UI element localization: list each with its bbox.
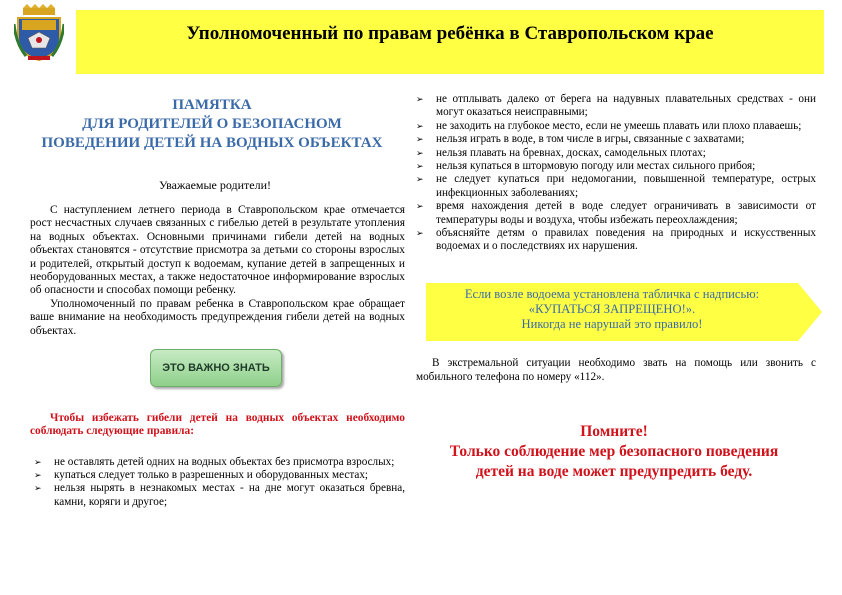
bullet-arrow-icon: ➢ (416, 174, 424, 185)
list-item-text: время нахождения детей в воде следует ограничивать в зависимости от температуры воды и воздуха, чтобы избежать переохлаждения; (436, 200, 816, 226)
list-item (416, 173, 816, 200)
remember-line: Только соблюдение мер безопасного поведения (449, 443, 779, 460)
remember-line: Помните! (580, 423, 648, 440)
list-item-text: нельзя плавать на бревнах, досках, самодельных плотах; (436, 146, 706, 159)
bullet-arrow-icon: ➢ (416, 228, 424, 239)
bullet-arrow-icon: ➢ (416, 161, 424, 172)
bullet-arrow-icon: ➢ (416, 201, 424, 212)
list-item-text: не следует купаться при недомогании, повышенной температуре, острых инфекционных заболеваниях; (436, 173, 816, 199)
intro-paragraph: Уполномоченный по правам ребенка в Ставропольском крае обращает ваше внимание на необходимость предупреждения гибели детей на водных объектах. (30, 297, 405, 337)
bullet-arrow-icon: ➢ (34, 483, 42, 494)
intro-paragraph: С наступлением летнего периода в Ставропольском крае отмечается рост несчастных случаев связанных с гибелью детей в результате утопления на водных объектах. Основными причинами гибели детей на водных объектах становятся - отсутствие присмотра за детьми со стороны взрослых и родителей, открытый доступ к водоемам, купание детей в запрещенных и необорудованных местах, а также недостаточное информирование взрослых об опасности и способах помощи ребенку. (30, 204, 405, 297)
stavropol-coat-of-arms-icon (14, 4, 64, 62)
list-item (416, 160, 816, 173)
important-to-know-button[interactable]: ЭТО ВАЖНО ЗНАТЬ (150, 349, 282, 387)
list-item-text: нельзя купаться в штормовую погоду или местах сильного прибоя; (436, 160, 756, 173)
list-item (34, 482, 405, 508)
list-item-text: не заходить на глубокое место, если не умеешь плавать или плохо плаваешь; (436, 119, 802, 132)
list-item (34, 469, 405, 482)
header-banner (76, 10, 824, 74)
memo-title (22, 96, 402, 153)
list-item (416, 120, 816, 133)
list-item-text: нельзя играть в воде, в том числе в игры, связанные с захватами; (436, 133, 745, 146)
salutation: Уважаемые родители! (158, 178, 272, 192)
list-item-text: объясняйте детям о правилах поведения на природных и искусственных водоемах и о последствиях их нарушения. (436, 227, 816, 253)
header-title: Уполномоченный по правам ребёнка в Ставропольском крае (186, 23, 714, 44)
list-item (34, 456, 405, 469)
list-item (416, 147, 816, 160)
list-item (416, 133, 816, 146)
list-item-text: нельзя нырять в незнакомых местах - на дне могут оказаться бревна, камни, коряги и другое; (54, 482, 405, 508)
rules-heading: Чтобы избежать гибели детей на водных объектах необходимо соблюдать следующие правила: (30, 412, 405, 438)
remember-block (414, 422, 814, 482)
banner-line: «КУПАТЬСЯ ЗАПРЕЩЕНО!». (528, 302, 696, 316)
memo-title-line: ДЛЯ РОДИТЕЛЕЙ О БЕЗОПАСНОМ (82, 116, 342, 132)
list-item-text: не оставлять детей одних на водных объектах без присмотра взрослых; (54, 456, 395, 468)
remember-line: детей на воде может предупредить беду. (475, 463, 753, 480)
bullet-arrow-icon: ➢ (416, 147, 424, 158)
banner-line: Если возле водоема установлена табличка с надписью: (464, 287, 760, 301)
bullet-arrow-icon: ➢ (34, 457, 42, 467)
list-item (416, 227, 816, 254)
list-item-text: не отплывать далеко от берега на надувных плавательных средствах - они могут оказаться неисправными; (436, 93, 816, 119)
bullet-arrow-icon: ➢ (34, 470, 42, 481)
emergency-note: В экстремальной ситуации необходимо звать на помощь или звонить с мобильного телефона по номеру «112». (416, 357, 816, 383)
swimming-prohibited-banner (426, 283, 826, 341)
bullet-arrow-icon: ➢ (416, 134, 424, 145)
banner-text (426, 287, 798, 332)
intro-text (30, 204, 405, 338)
memo-title-line: ПАМЯТКА (172, 97, 252, 113)
memo-title-line: ПОВЕДЕНИИ ДЕТЕЙ НА ВОДНЫХ ОБЪЕКТАХ (41, 135, 383, 151)
bullet-arrow-icon: ➢ (416, 120, 424, 131)
bullet-arrow-icon: ➢ (416, 94, 424, 104)
banner-line: Никогда не нарушай это правило! (521, 317, 703, 331)
list-item (416, 200, 816, 227)
rules-list-right (416, 93, 816, 254)
list-item-text: купаться следует только в разрешенных и оборудованных местах; (54, 469, 369, 482)
list-item (416, 93, 816, 120)
rules-list-left (34, 456, 405, 509)
